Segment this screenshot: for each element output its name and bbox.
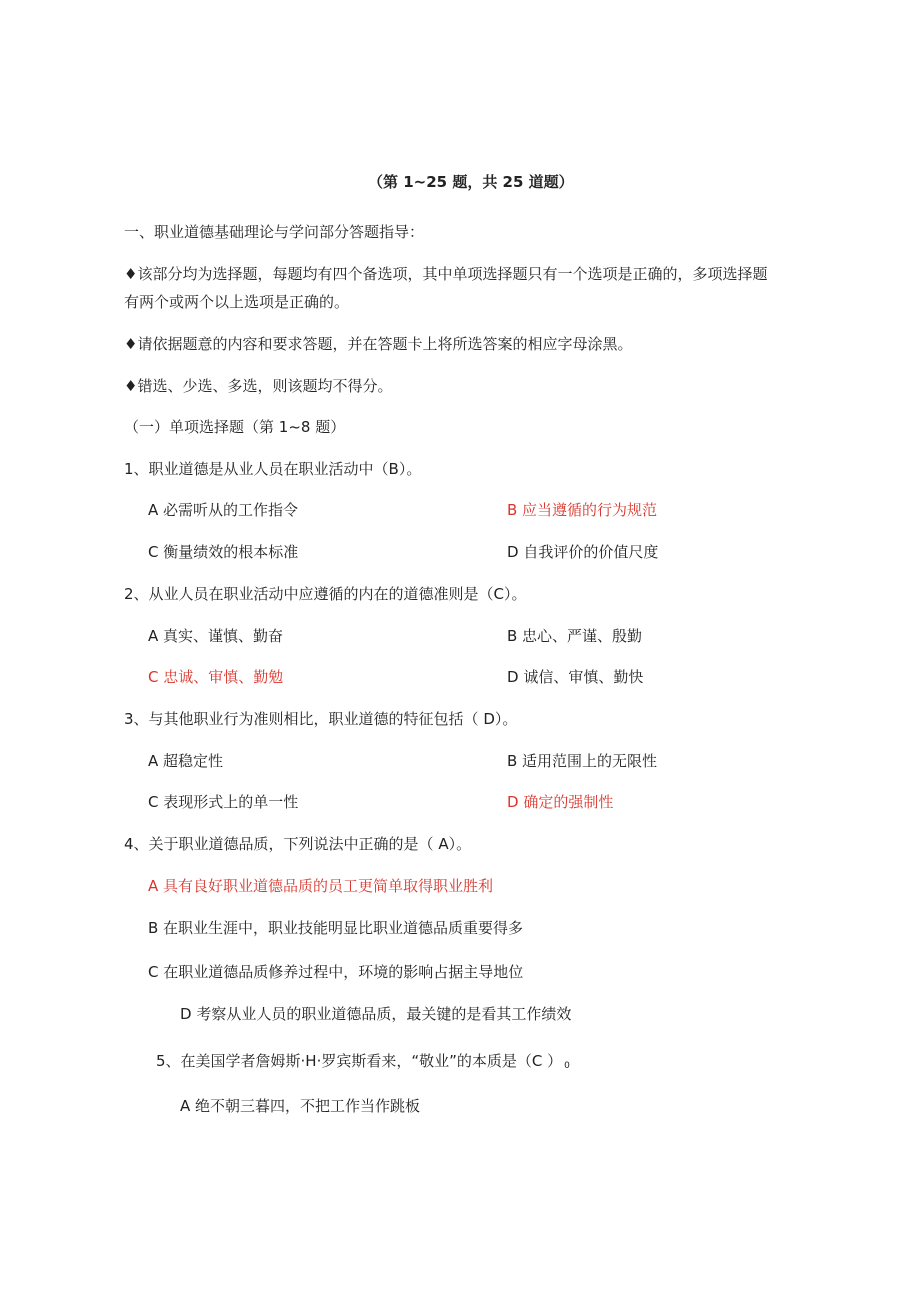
question-4-stem: 4、关于职业道德品质，下列说法中正确的是（ A）。 [124, 835, 472, 853]
question-2-option-c: C 忠诚、审慎、勤勉 [148, 668, 284, 686]
question-3-option-a: A 超稳定性 [148, 752, 224, 770]
question-5-stem-tail: 0 [564, 1061, 570, 1071]
question-3-option-d: D 确定的强制性 [507, 793, 614, 811]
question-1-option-c: C 衡量绩效的根本标准 [148, 543, 299, 561]
question-2-option-b: B 忠心、严谨、殷勤 [507, 627, 643, 645]
question-4-option-a: A 具有良好职业道德品质的员工更简单取得职业胜利 [148, 877, 494, 895]
question-2-option-d: D 诚信、审慎、勤快 [507, 668, 644, 686]
question-5-stem-text: 5、在美国学者詹姆斯·H·罗宾斯看来，“敬业”的本质是（C ） [156, 1052, 563, 1070]
question-5-option-a: A 绝不朝三暮四，不把工作当作跳板 [180, 1097, 421, 1115]
question-5-stem [156, 1051, 570, 1076]
question-1-stem: 1、职业道德是从业人员在职业活动中（B）。 [124, 460, 422, 478]
page-title: （第 1~25 题，共 25 道题） [368, 173, 574, 191]
question-4-option-c: C 在职业道德品质修养过程中，环境的影响占据主导地位 [148, 963, 524, 981]
question-4-option-d: D 考察从业人员的职业道德品质，最关键的是看其工作绩效 [180, 1005, 572, 1023]
section-heading: 一、职业道德基础理论与学问部分答题指导： [124, 223, 425, 241]
question-3-option-b: B 适用范围上的无限性 [507, 752, 658, 770]
guide-line-1a: ♦该部分均为选择题，每题均有四个备选项，其中单项选择题只有一个选项是正确的，多项选择题 [124, 265, 768, 283]
question-2-stem: 2、从业人员在职业活动中应遵循的内在的道德准则是（C）。 [124, 585, 527, 603]
part-title: （一）单项选择题（第 1~8 题） [124, 418, 346, 436]
question-3-stem: 3、与其他职业行为准则相比，职业道德的特征包括（ D）。 [124, 710, 518, 728]
question-1-option-d: D 自我评价的价值尺度 [507, 543, 659, 561]
guide-line-2: ♦请依据题意的内容和要求答题，并在答题卡上将所选答案的相应字母涂黑。 [124, 335, 633, 353]
question-3-option-c: C 表现形式上的单一性 [148, 793, 299, 811]
question-1-option-b: B 应当遵循的行为规范 [507, 501, 658, 519]
guide-line-1b: 有两个或两个以上选项是正确的。 [124, 293, 350, 311]
question-2-option-a: A 真实、谨慎、勤奋 [148, 627, 284, 645]
question-1-option-a: A 必需听从的工作指令 [148, 501, 299, 519]
question-4-option-b: B 在职业生涯中，职业技能明显比职业道德品质重要得多 [148, 919, 524, 937]
guide-line-3: ♦错选、少选、多选，则该题均不得分。 [124, 377, 393, 395]
